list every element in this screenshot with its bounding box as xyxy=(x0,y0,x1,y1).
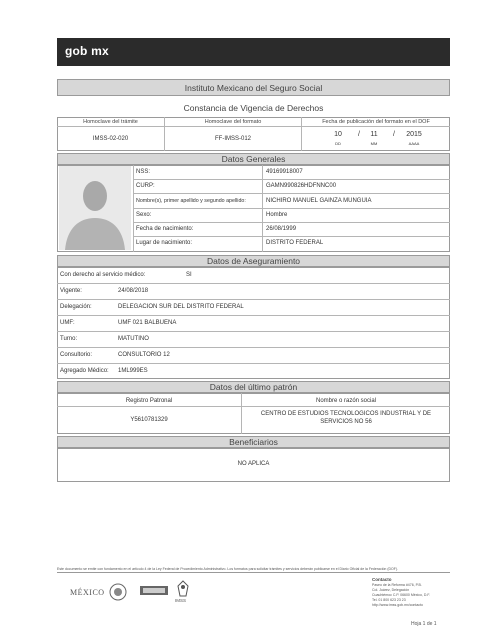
general-label-curp: CURP: xyxy=(136,183,155,189)
insurance-label-aggregate: Agregado Médico: xyxy=(60,368,109,374)
footer-legal: Este documento se emite con fundamento en el artículo 4 de la Ley Federal de Procedimiento Administrativo. Los formatos para solicitar trámites y servicios deberán publicarse en el Diario Oficial de la Federación (DOF). xyxy=(57,567,399,571)
date-month: 11 xyxy=(370,131,378,138)
insurance-value-delegation: DELEGACION SUR DEL DISTRITO FEDERAL xyxy=(118,304,244,310)
general-value-sex: Hombre xyxy=(266,212,288,218)
date-sep2: / xyxy=(393,131,395,138)
year-label: AAAA xyxy=(408,141,420,146)
employer-nombre-value-line1: CENTRO DE ESTUDIOS TECNOLOGICOS INDUSTRIAL Y DE xyxy=(260,411,432,417)
meta-col3-label: Fecha de publicación del formato en el DOF xyxy=(322,119,430,125)
insurance-label-office: Consultorio: xyxy=(60,352,93,358)
gobmx-logo xyxy=(65,44,109,58)
general-value-name: NICHIRO MANUEL GAINZA MUNGUIA xyxy=(266,198,372,204)
insurance-value-shift: MATUTINO xyxy=(118,336,149,342)
beneficiaries-value: NO APLICA xyxy=(237,461,270,467)
general-label-name: Nombre(s), primer apellido y segundo apellido: xyxy=(136,198,246,204)
general-value-curp: GAMN990826HDFNNC00 xyxy=(266,183,337,189)
contact-line: Col. Juárez, Delegación xyxy=(372,588,410,592)
general-value-nss: 49169918007 xyxy=(266,169,303,175)
general-section-title: Datos Generales xyxy=(221,154,286,164)
meta-col2-label: Homoclave del formato xyxy=(204,119,262,125)
insurance-value-umf: UMF 021 BALBUENA xyxy=(118,320,177,326)
general-value-birthdate: 26/08/1999 xyxy=(266,226,297,232)
general-label-birthdate: Fecha de nacimiento: xyxy=(136,226,194,232)
general-value-birthplace: DISTRITO FEDERAL xyxy=(266,240,324,246)
insurance-value-valid: 24/08/2018 xyxy=(118,288,149,294)
insurance-section-title: Datos de Aseguramiento xyxy=(206,256,301,266)
mexico-seal-icon xyxy=(108,582,128,602)
logo-prefix: gob xyxy=(65,44,88,58)
employer-nombre-value-line2: SERVICIOS NO 56 xyxy=(320,419,372,425)
page-number: Hoja 1 de 1 xyxy=(411,621,437,627)
insurance-label-medical-right: Con derecho al servicio médico: xyxy=(60,272,146,278)
insurance-label-umf: UMF: xyxy=(60,320,75,326)
cofemer-logo-icon xyxy=(140,584,168,598)
logo-suffix: mx xyxy=(91,44,109,58)
employer-registro-label: Registro Patronal xyxy=(125,398,173,404)
insurance-value-medical-right: SI xyxy=(186,272,192,278)
insurance-value-aggregate: 1ML999ES xyxy=(118,368,148,374)
insurance-label-valid: Vigente: xyxy=(60,288,82,294)
document-title: Constancia de Vigencia de Derechos xyxy=(183,103,324,113)
employer-registro-value: Y5610781329 xyxy=(130,417,168,423)
month-label: MM xyxy=(370,141,378,146)
date-day: 10 xyxy=(334,131,342,138)
meta-col1-label: Homoclave del trámite xyxy=(83,119,138,125)
person-photo xyxy=(59,166,131,250)
date-sep1: / xyxy=(358,131,360,138)
beneficiaries-section-title: Beneficiarios xyxy=(229,437,278,447)
insurance-label-shift: Turno: xyxy=(60,336,78,342)
imss-eagle-icon xyxy=(176,580,190,598)
insurance-value-office: CONSULTORIO 12 xyxy=(118,352,170,358)
contact-line: Tel. 01 800 623 23 23 xyxy=(372,598,406,602)
contact-line: Paseo de la Reforma #476, P.B. xyxy=(372,583,422,587)
contact-line: http://www.imss.gob.mx/contacto xyxy=(372,603,423,607)
gobmx-header xyxy=(57,38,450,66)
date-year: 2015 xyxy=(406,131,422,138)
homoclave-formato: FF-IMSS-012 xyxy=(214,136,251,142)
general-label-sex: Sexo: xyxy=(136,212,152,218)
imss-logo-text: IMSS xyxy=(175,598,187,603)
homoclave-tramite: IMSS-02-020 xyxy=(92,136,129,142)
insurance-label-delegation: Delegación: xyxy=(60,304,92,310)
day-label: DD xyxy=(335,141,341,146)
person-silhouette-icon xyxy=(59,166,131,250)
general-label-birthplace: Lugar de nacimiento: xyxy=(136,240,193,246)
contact-line: Cuauhtémoc C.P. 06600 México, D.F. xyxy=(372,593,431,597)
employer-section-title: Datos del último patrón xyxy=(209,382,298,392)
employer-nombre-label: Nombre o razón social xyxy=(315,398,377,404)
contact-title: Contacto xyxy=(372,577,392,582)
general-label-nss: NSS: xyxy=(136,169,151,175)
institution-name: Instituto Mexicano del Seguro Social xyxy=(184,83,323,93)
mexico-logo-text: MÉXICO xyxy=(70,588,105,597)
